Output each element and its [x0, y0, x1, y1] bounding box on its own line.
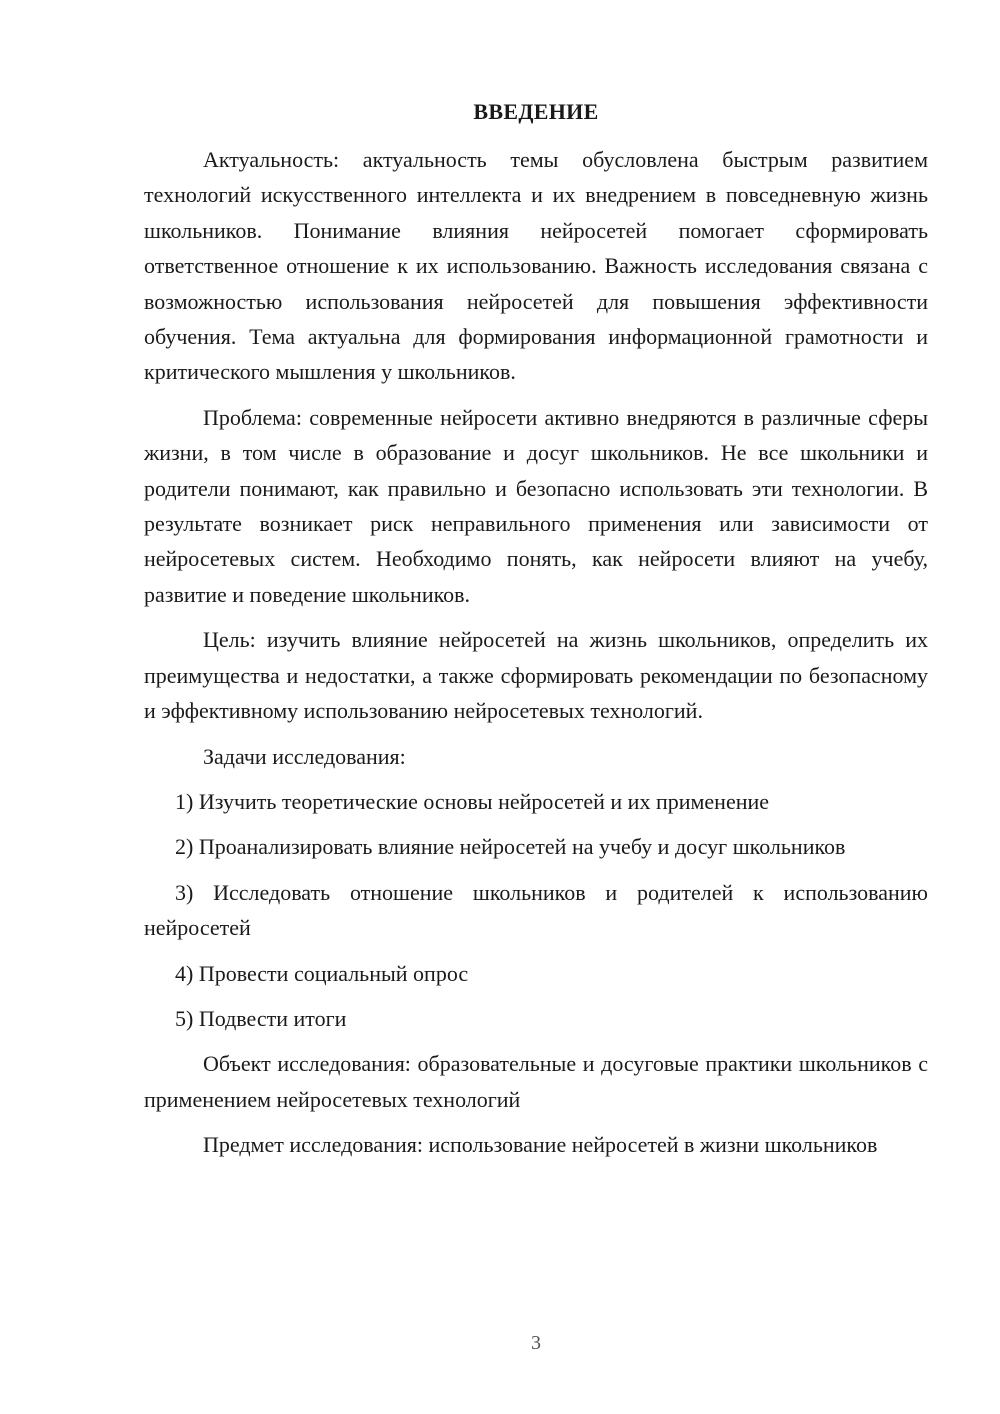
tasks-title: Задачи исследования: — [203, 743, 406, 769]
page-number: 3 — [531, 1332, 541, 1354]
section-heading: ВВЕДЕНИЕ — [473, 99, 599, 124]
task-item-4: 4) Провести социальный опрос — [175, 960, 469, 986]
object-paragraph: Объект исследования: образовательные и досуговые практики школьников с применением нейросетевых технологий — [144, 1051, 928, 1112]
task-item-3: 3) Исследовать отношение школьников и родителей к использованию нейросетей — [144, 879, 928, 941]
task-item-1: 1) Изучить теоретические основы нейросетей и их применение — [175, 788, 770, 814]
page-body — [144, 142, 928, 1173]
relevance-paragraph: Актуальность: актуальность темы обусловлена быстрым развитием технологий искусственного интеллекта и их внедрением в повседневную жизнь школьников. Понимание влияния нейросетей помогает сформировать ответственное отношение к их использованию. Важность исследования связана с возможностью использования нейросетей для повышения эффективности обучения. Тема актуальна для формирования информационной грамотности и критического мышления у школьников. — [144, 147, 928, 385]
goal-paragraph: Цель: изучить влияние нейросетей на жизнь школьников, определить их преимущества и недостатки, а также сформировать рекомендации по безопасному и эффективному использованию нейросетевых технологий. — [144, 627, 928, 724]
task-item-5: 5) Подвести итоги — [175, 1005, 347, 1031]
problem-paragraph: Проблема: современные нейросети активно внедряются в различные сферы жизни, в том числе в образование и досуг школьников. Не все школьники и родители понимают, как правильно и безопасно использовать эти технологии. В результате возникает риск неправильного применения или зависимости от нейросетевых систем. Необходимо понять, как нейросети влияют на учебу, развитие и поведение школьников. — [144, 404, 928, 607]
subject-paragraph: Предмет исследования: использование нейросетей в жизни школьников — [203, 1132, 878, 1158]
task-item-2: 2) Проанализировать влияние нейросетей на учебу и досуг школьников — [175, 834, 846, 860]
